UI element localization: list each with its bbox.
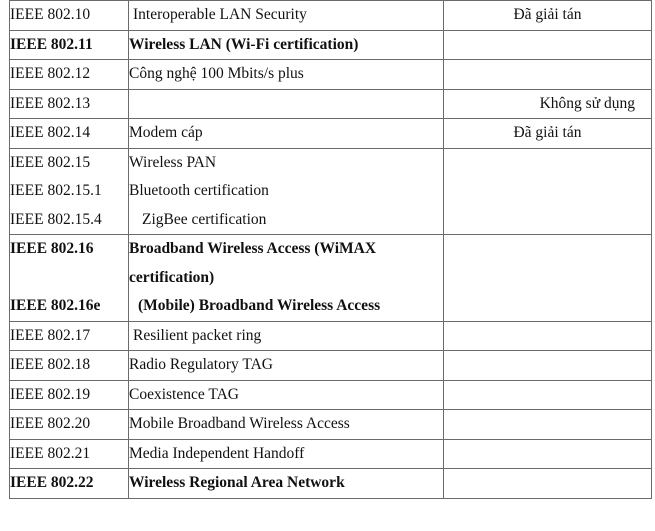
standard-description: certification) — [129, 268, 215, 286]
standard-description: Coexistence TAG — [129, 380, 444, 410]
standard-code: IEEE 802.17 — [10, 321, 129, 351]
standard-code: IEEE 802.16 — [10, 240, 94, 257]
standard-code: IEEE 802.14 — [10, 119, 129, 149]
standard-description: Mobile Broadband Wireless Access — [129, 410, 444, 440]
standard-note: Không sử dụng — [444, 89, 652, 119]
standard-description: (Mobile) Broadband Wireless Access — [138, 297, 381, 314]
standard-code: IEEE 802.16e — [10, 297, 101, 314]
standard-code: IEEE 802.19 — [10, 380, 129, 410]
standard-note — [444, 148, 652, 235]
table-row — [10, 351, 652, 381]
table-row — [10, 148, 652, 235]
table-row — [10, 410, 652, 440]
standard-description: ZigBee certification — [142, 210, 267, 228]
standard-description: Bluetooth certification — [129, 182, 269, 199]
table-row — [10, 1, 652, 31]
standard-description: Wireless PAN — [129, 153, 217, 171]
standard-code: IEEE 802.20 — [10, 410, 129, 440]
standard-code: IEEE 802.15.1 — [10, 182, 102, 199]
standard-description: Broadband Wireless Access (WiMAX — [129, 240, 377, 257]
standard-code: IEEE 802.21 — [10, 439, 129, 469]
standard-note: Đã giải tán — [444, 119, 652, 149]
table-row — [10, 235, 652, 322]
standard-description-group — [129, 148, 444, 235]
standard-note — [444, 60, 652, 90]
standard-note — [444, 469, 652, 499]
standard-note — [444, 439, 652, 469]
standard-code: IEEE 802.13 — [10, 89, 129, 119]
table-row — [10, 89, 652, 119]
standard-description: Interoperable LAN Security — [129, 1, 444, 31]
standard-code: IEEE 802.15.4 — [10, 210, 102, 228]
standard-description: Media Independent Handoff — [129, 439, 444, 469]
table-row — [10, 119, 652, 149]
standard-description: Resilient packet ring — [129, 321, 444, 351]
standard-code: IEEE 802.10 — [10, 1, 129, 31]
standard-description: Modem cáp — [129, 119, 444, 149]
standard-code: IEEE 802.22 — [10, 469, 129, 499]
table-row — [10, 380, 652, 410]
standard-note: Đã giải tán — [444, 1, 652, 31]
table-row — [10, 321, 652, 351]
standard-code — [10, 264, 128, 293]
standard-code-group — [10, 235, 129, 322]
standard-note — [444, 351, 652, 381]
standard-description: Công nghệ 100 Mbits/s plus — [129, 60, 444, 90]
standard-description-group — [129, 235, 444, 322]
standard-code: IEEE 802.15 — [10, 153, 91, 171]
table-row — [10, 469, 652, 499]
standard-description: Wireless LAN (Wi-Fi certification) — [129, 30, 444, 60]
ieee-standards-table — [9, 0, 652, 499]
standard-note — [444, 321, 652, 351]
standard-description — [129, 89, 444, 119]
table-row — [10, 60, 652, 90]
standard-note — [444, 235, 652, 322]
standard-note — [444, 30, 652, 60]
standard-description: Wireless Regional Area Network — [129, 469, 444, 499]
standard-code: IEEE 802.11 — [10, 30, 129, 60]
standard-code: IEEE 802.12 — [10, 60, 129, 90]
standard-note — [444, 410, 652, 440]
standard-code-group — [10, 148, 129, 235]
standard-description: Radio Regulatory TAG — [129, 351, 444, 381]
table-row — [10, 30, 652, 60]
table-row — [10, 439, 652, 469]
standard-code: IEEE 802.18 — [10, 351, 129, 381]
standard-note — [444, 380, 652, 410]
